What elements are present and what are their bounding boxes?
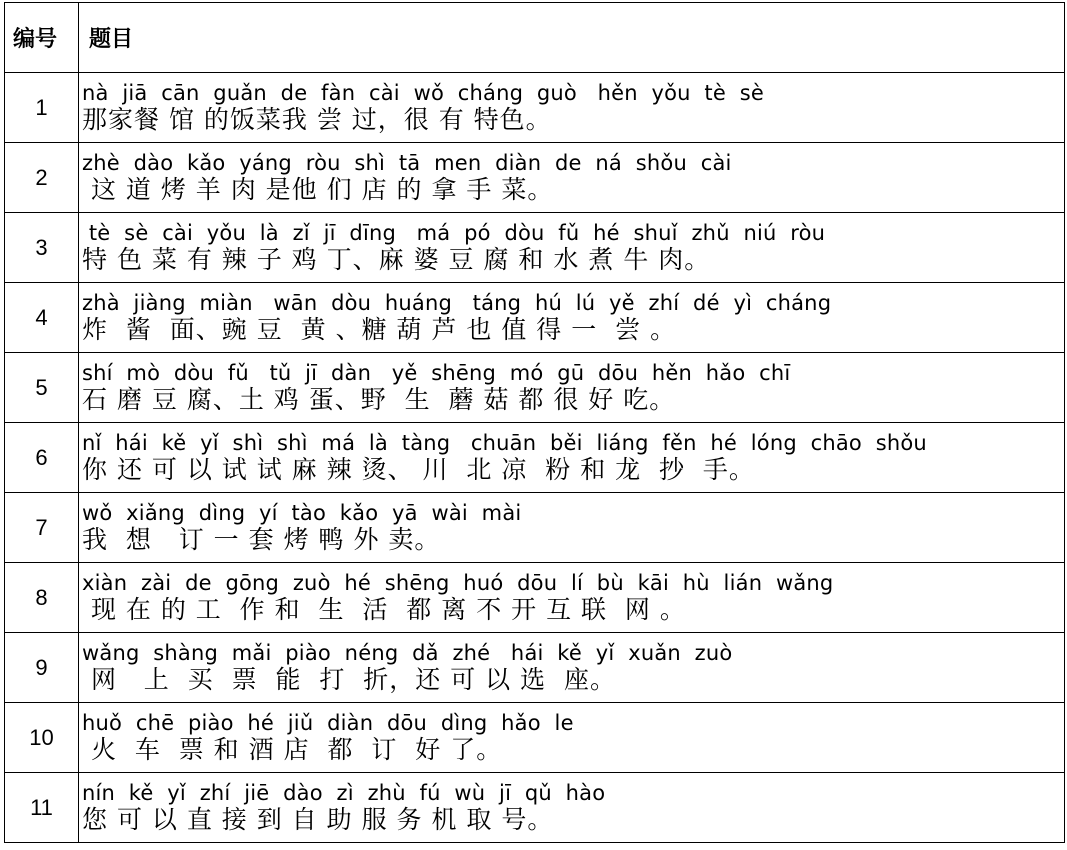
table-row bbox=[5, 493, 1065, 563]
hanzi-sentence: 这 道 烤 羊 肉 是他 们 店 的 拿 手 菜。 bbox=[82, 174, 554, 204]
table-row bbox=[5, 633, 1065, 703]
hanzi-sentence: 你 还 可 以 试 试 麻 辣 烫、 川 北 凉 粉 和 龙 抄 手。 bbox=[82, 454, 755, 484]
question-cell bbox=[79, 563, 1065, 633]
row-number: 4 bbox=[5, 283, 79, 353]
header-number: 编号 bbox=[5, 3, 79, 73]
hanzi-sentence: 网 上 买 票 能 打 折，还 可 以 选 座。 bbox=[82, 664, 616, 694]
table-row bbox=[5, 143, 1065, 213]
row-number: 7 bbox=[5, 493, 79, 563]
table-body bbox=[5, 73, 1065, 843]
table-row bbox=[5, 283, 1065, 353]
question-cell bbox=[79, 493, 1065, 563]
row-number: 8 bbox=[5, 563, 79, 633]
question-cell bbox=[79, 143, 1065, 213]
pinyin-line: shí mò dòu fǔ tǔ jī dàn yě shēng mó gū dōu hěn hǎo chī bbox=[82, 360, 791, 385]
pinyin-line: nǐ hái kě yǐ shì shì má là tàng chuān běi liáng fěn hé lóng chāo shǒu bbox=[82, 430, 927, 455]
table-row bbox=[5, 73, 1065, 143]
question-cell bbox=[79, 73, 1065, 143]
row-number: 5 bbox=[5, 353, 79, 423]
worksheet bbox=[4, 2, 1064, 843]
pinyin-line: xiàn zài de gōng zuò hé shēng huó dōu lí bù kāi hù lián wǎng bbox=[82, 570, 834, 595]
pinyin-line: zhà jiàng miàn wān dòu huáng táng hú lú yě zhí dé yì cháng bbox=[82, 290, 832, 315]
row-number: 1 bbox=[5, 73, 79, 143]
pinyin-line: nà jiā cān guǎn de fàn cài wǒ cháng guò hěn yǒu tè sè bbox=[82, 80, 764, 105]
question-cell bbox=[79, 703, 1065, 773]
hanzi-sentence: 炸 酱 面、豌 豆 黄 、糖 葫 芦 也 值 得 一 尝 。 bbox=[82, 314, 677, 344]
question-cell bbox=[79, 633, 1065, 703]
table-row bbox=[5, 703, 1065, 773]
pinyin-line: huǒ chē piào hé jiǔ diàn dōu dìng hǎo le bbox=[82, 710, 574, 735]
question-table bbox=[4, 2, 1065, 843]
question-cell bbox=[79, 353, 1065, 423]
hanzi-sentence: 火 车 票 和 酒 店 都 订 好 了。 bbox=[82, 734, 503, 764]
table-row bbox=[5, 353, 1065, 423]
hanzi-sentence: 我 想 订 一 套 烤 鸭 外 卖。 bbox=[82, 524, 441, 554]
table-row bbox=[5, 563, 1065, 633]
pinyin-line: wǎng shàng mǎi piào néng dǎ zhé hái kě yǐ xuǎn zuò bbox=[82, 640, 733, 665]
row-number: 10 bbox=[5, 703, 79, 773]
row-number: 9 bbox=[5, 633, 79, 703]
hanzi-sentence: 特 色 菜 有 辣 子 鸡 丁、麻 婆 豆 腐 和 水 煮 牛 肉。 bbox=[82, 244, 711, 274]
question-cell bbox=[79, 423, 1065, 493]
row-number: 11 bbox=[5, 773, 79, 843]
hanzi-sentence: 石 磨 豆 腐、土 鸡 蛋、野 生 蘑 菇 都 很 好 吃。 bbox=[82, 384, 676, 414]
pinyin-line: wǒ xiǎng dìng yí tào kǎo yā wài mài bbox=[82, 500, 522, 525]
row-number: 3 bbox=[5, 213, 79, 283]
pinyin-line: zhè dào kǎo yáng ròu shì tā men diàn de ná shǒu cài bbox=[82, 150, 732, 175]
question-cell bbox=[79, 283, 1065, 353]
hanzi-sentence: 现 在 的 工 作 和 生 活 都 离 不 开 互 联 网 。 bbox=[82, 594, 686, 624]
table-row bbox=[5, 213, 1065, 283]
header-row bbox=[5, 3, 1065, 73]
hanzi-sentence: 您 可 以 直 接 到 自 助 服 务 机 取 号。 bbox=[82, 804, 554, 834]
table-row bbox=[5, 773, 1065, 843]
row-number: 2 bbox=[5, 143, 79, 213]
header-question: 题目 bbox=[79, 3, 1065, 73]
pinyin-line: tè sè cài yǒu là zǐ jī dīng má pó dòu fǔ hé shuǐ zhǔ niú ròu bbox=[82, 220, 826, 245]
table-row bbox=[5, 423, 1065, 493]
question-cell bbox=[79, 773, 1065, 843]
row-number: 6 bbox=[5, 423, 79, 493]
question-cell bbox=[79, 213, 1065, 283]
pinyin-line: nín kě yǐ zhí jiē dào zì zhù fú wù jī qǔ hào bbox=[82, 780, 606, 805]
hanzi-sentence: 那家餐 馆 的饭菜我 尝 过，很 有 特色。 bbox=[82, 104, 552, 134]
